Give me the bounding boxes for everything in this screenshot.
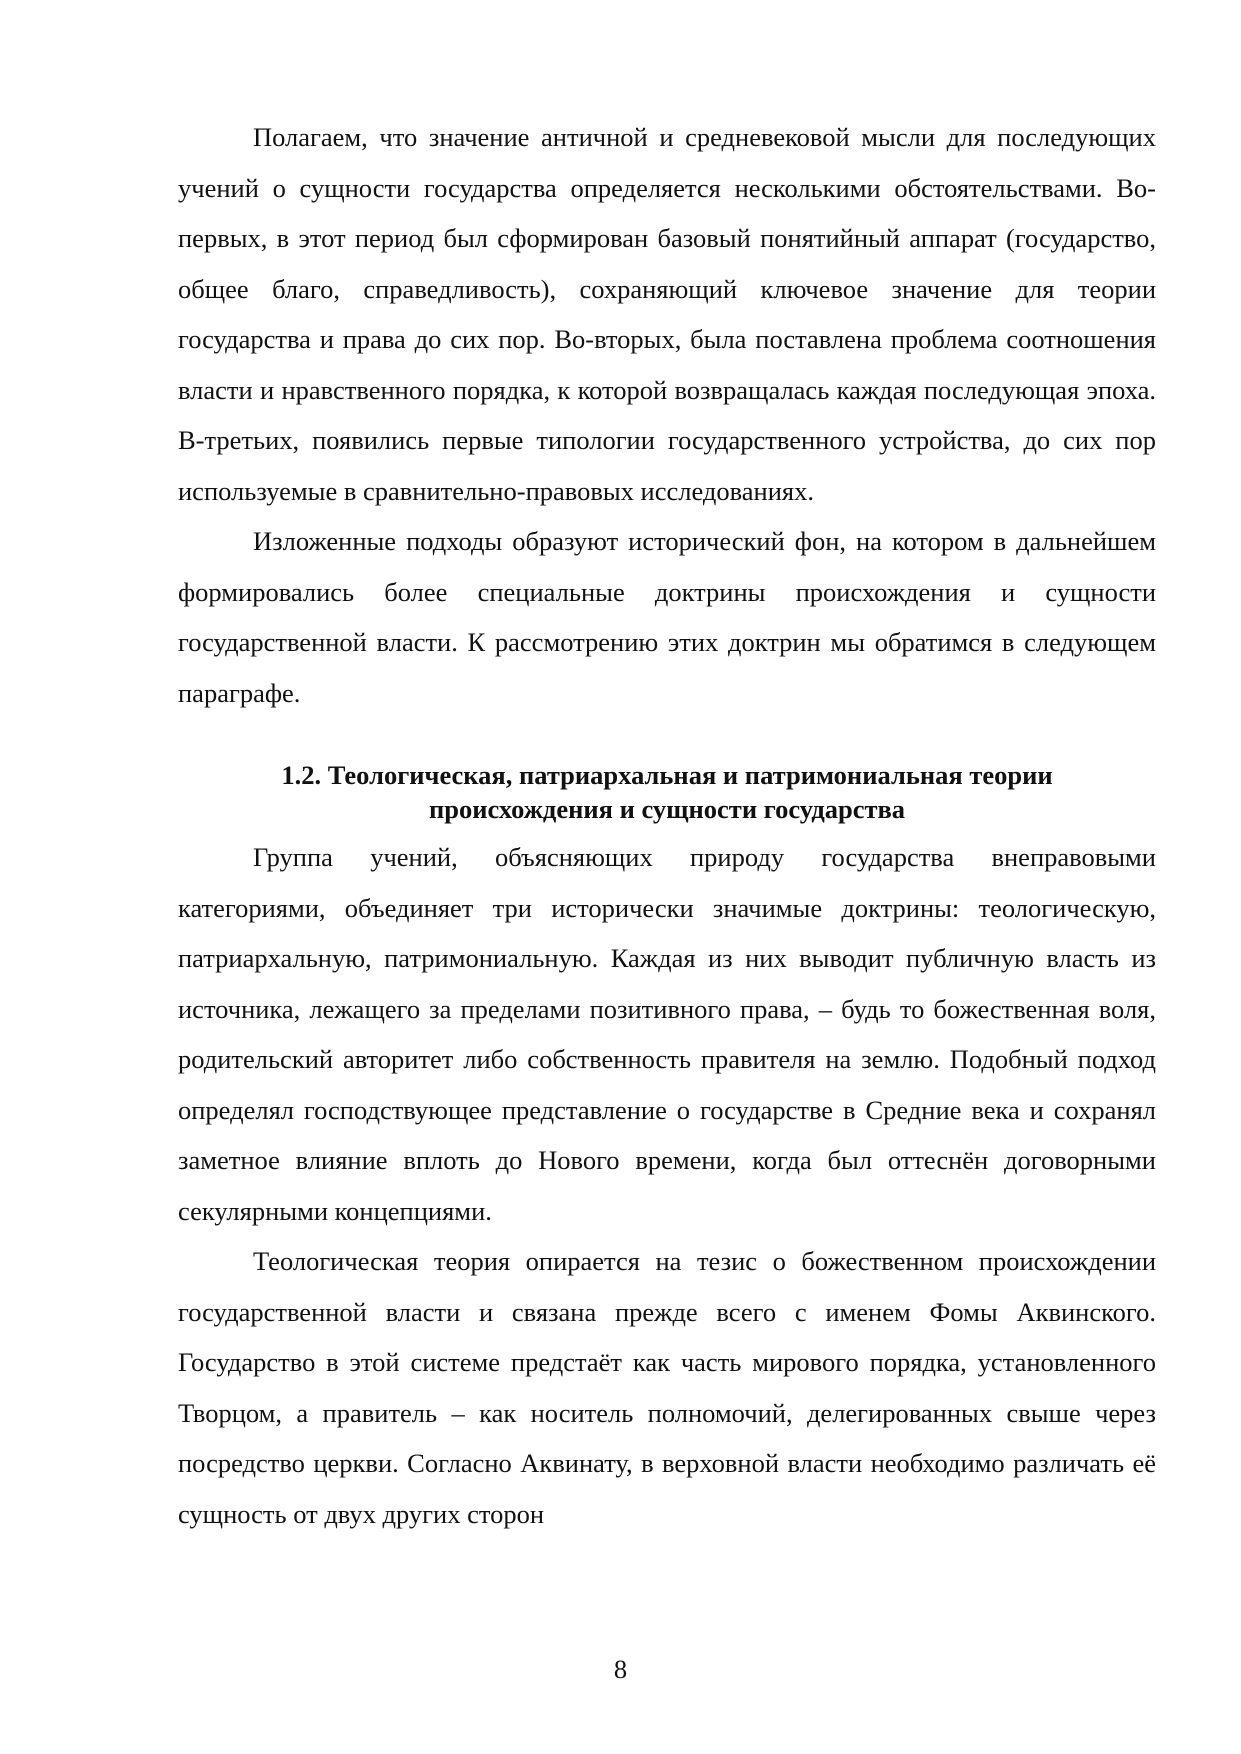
paragraph-antiquity-significance: Полагаем, что значение античной и средневековой мысли для последующих учений о сущности государства определяется несколькими обстоятельствами. Во-первых, в этот период был сформирован базовый понятийный аппарат (государство, общее благо, справедливость), сохраняющий ключевое значение для теории государства и права до сих пор. Во-вторых, была поставлена проблема соотношения власти и нравственного порядка, к которой возвращалась каждая последующая эпоха. В-третьих, появились первые типологии государственного устройства, до сих пор используемые в сравнительно-правовых исследованиях. — [178, 122, 1156, 506]
section-heading-line-2: происхождения и сущности государства — [428, 794, 906, 824]
document-page — [178, 112, 1156, 1539]
section-heading — [178, 758, 1156, 826]
paragraph-theological-theory: Теологическая теория опирается на тезис о божественном происхождении государственной власти и связана прежде всего с именем Фомы Аквинского. Государство в этой системе предстаёт как часть мирового порядка, установленного Творцом, а правитель – как носитель полномочий, делегированных свыше через посредство церкви. Согласно Аквинату, в верховной власти необходимо различать её сущность от двух других сторон — [178, 1246, 1156, 1529]
page-number: 8 — [613, 1654, 628, 1684]
section-heading-line-1: 1.2. Теологическая, патриархальная и патримониальная теории — [281, 760, 1053, 790]
paragraph-group-of-doctrines: Группа учений, объясняющих природу государства внеправовыми категориями, объединяет три исторически значимые доктрины: теологическую, патриархальную, патримониальную. Каждая из них выводит публичную власть из источника, лежащего за пределами позитивного права, – будь то божественная воля, родительский авторитет либо собственность правителя на землю. Подобный подход определял господствующее представление о государстве в Средние века и сохранял заметное влияние вплоть до Нового времени, когда был оттеснён договорными секулярными концепциями. — [178, 842, 1156, 1226]
paragraph-historical-background: Изложенные подходы образуют исторический фон, на котором в дальнейшем формировались более специальные доктрины происхождения и сущности государственной власти. К рассмотрению этих доктрин мы обратимся в следующем параграфе. — [178, 526, 1156, 708]
